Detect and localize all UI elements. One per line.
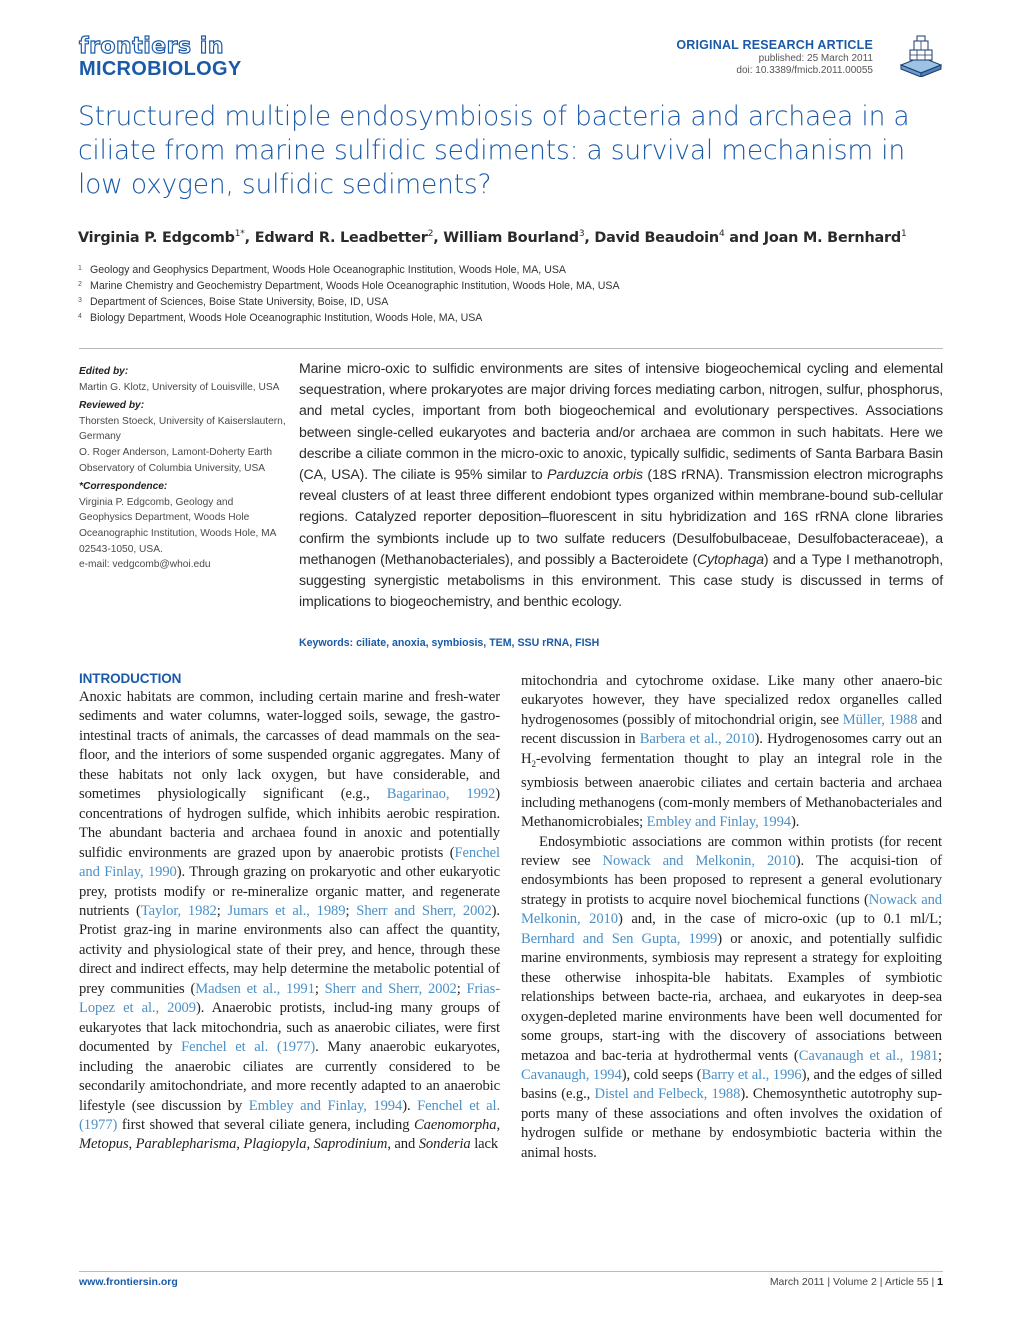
author-affiliation-mark: 1 bbox=[901, 229, 907, 239]
article-meta bbox=[676, 38, 873, 77]
keywords-label: Keywords: bbox=[299, 637, 354, 649]
doi: doi: 10.3389/fmicb.2011.00055 bbox=[736, 65, 873, 76]
species-name: Parduzcia orbis bbox=[547, 466, 643, 483]
citation-link[interactable]: Barbera et al., 2010 bbox=[639, 731, 755, 748]
affiliation-item bbox=[78, 310, 938, 326]
footer-article: Article 55 bbox=[884, 1276, 929, 1288]
article-title: Structured multiple endosymbiosis of bacteria and archaea in a ciliate from marine sulfidic sediments: a survival mechanism in low oxygen, sulfidic sediments? bbox=[78, 101, 910, 200]
reviewer: O. Roger Anderson, Lamont-Doherty Earth Observatory of Columbia University, USA bbox=[79, 446, 273, 474]
journal-brand bbox=[79, 36, 242, 80]
brand-frontiers: frontiers in bbox=[79, 34, 224, 59]
affiliation-item bbox=[78, 294, 938, 310]
affiliation-number: 2 bbox=[78, 281, 82, 288]
reviewed-by-label: Reviewed by: bbox=[79, 400, 145, 412]
author-name: David Beaudoin bbox=[594, 229, 719, 246]
section-heading: INTRODUCTION bbox=[79, 671, 182, 686]
published-date: published: 25 March 2011 bbox=[758, 53, 873, 64]
paragraph: mitochondria and cytochrome oxidase. Like many other anaero-bic eukaryotes however, they have specialized redox organelles called hydrogenosomes (possibly of mitochondrial origin, see Müller, 1988 and recent discussion in Barbera et al., 2010). Hydrogenosomes carry out an $H_2$-evolving fermentation thought to play an integral role in the symbiosis between anaerobic ciliates and certain bacteria and archaea including methanogens (com-monly members of Methanobacteriales and Methanomicrobiales; Embley and Finlay, 1994). bbox=[521, 673, 942, 831]
body-column-right bbox=[521, 672, 942, 1163]
author-name: Edward R. Leadbetter bbox=[254, 229, 428, 246]
correspondence-label: *Correspondence: bbox=[79, 481, 168, 493]
author-separator: , bbox=[584, 229, 595, 246]
affiliation-text: Department of Sciences, Boise State University, Boise, ID, USA bbox=[90, 296, 389, 308]
affiliation-number: 4 bbox=[78, 313, 82, 320]
affiliation-text: Marine Chemistry and Geochemistry Department, Woods Hole Oceanographic Institution, Woods Hole, MA, USA bbox=[90, 280, 620, 292]
author-list bbox=[78, 229, 958, 246]
citation-link[interactable]: Sherr and Sherr, 2002 bbox=[356, 902, 492, 919]
abstract-text: ) and a Type I methanotroph, suggesting synergistic metabolisms in this environment. This case study is discussed in terms of implications to biogeochemistry, and benthic ecology. bbox=[299, 550, 943, 610]
citation-link[interactable]: Cavanaugh, 1994 bbox=[521, 1066, 622, 1083]
citation-link[interactable]: Sherr and Sherr, 2002 bbox=[324, 980, 457, 997]
correspondence-email[interactable]: e-mail: vedgcomb@whoi.edu bbox=[79, 559, 211, 571]
abstract bbox=[299, 358, 943, 612]
affiliations bbox=[78, 262, 938, 326]
abstract-text: (18S rRNA). Transmission electron micrographs reveal clusters of at least three different endobiont types organized within membrane-bound sub-cellular regions. Catalyzed reporter deposition–fluorescent in situ hybridization and 16S rRNA clone libraries confirm the symbionts include up to two sulfate reducers (Desulfobulbaceae, Desulfobacteraceae), a methanogen (Methanobacteriales), and possibly a Bacteroidete ( bbox=[299, 466, 944, 567]
citation-link[interactable]: Frias-Lopez et al., 2009 bbox=[79, 980, 500, 1017]
reviewer: Thorsten Stoeck, University of Kaiserslautern, Germany bbox=[79, 415, 286, 443]
citation-link[interactable]: Nowack and Melkonin, 2010 bbox=[602, 852, 796, 869]
affiliation-number: 1 bbox=[78, 265, 82, 272]
footer-citation: March 2011 | Volume 2 | Article 55 | 1 bbox=[769, 1276, 943, 1288]
author-separator: , bbox=[244, 229, 255, 246]
affiliation-item bbox=[78, 262, 938, 278]
citation-link[interactable]: Barry et al., 1996 bbox=[701, 1066, 802, 1083]
author-name: Joan M. Bernhard bbox=[763, 229, 901, 246]
author-affiliation-mark: 4 bbox=[718, 229, 725, 239]
author-affiliation-mark: 1* bbox=[234, 229, 245, 239]
citation-link[interactable]: Embley and Finlay, 1994 bbox=[646, 814, 791, 831]
author-affiliation-mark: 3 bbox=[578, 229, 585, 239]
citation-link[interactable]: Taylor, 1982 bbox=[140, 902, 217, 919]
affiliation-item bbox=[78, 278, 938, 294]
affiliation-number: 3 bbox=[78, 297, 82, 304]
keywords bbox=[299, 637, 599, 649]
abstract-text: Marine micro-oxic to sulfidic environments are sites of intensive biogeochemical cycling and elemental sequestration, where prokaryotes are major driving forces mediating carbon, nitrogen, sulfur, phosphorus, and metal cycles, important from both biogeochemical and evolutionary perspectives. Associations between single-celled eukaryotes and bacteria and/or archaea are common in such habitats. Here we describe a ciliate common in the micro-oxic to anoxic, typically sulfidic, sediments of Santa Barbara Basin (CA, USA). The ciliate is 95% similar to bbox=[299, 360, 943, 483]
brand-journal: MICROBIOLOGY bbox=[79, 58, 242, 80]
body-column-left bbox=[79, 672, 500, 1155]
citation-link[interactable]: Fenchel et al. (1977) bbox=[79, 1097, 501, 1133]
footer-volume: Volume 2 bbox=[833, 1276, 877, 1288]
correspondence-address: Virginia P. Edgcomb, Geology and Geophysics Department, Woods Hole Oceanographic Institution, Woods Hole, MA 02543-1050, USA. bbox=[79, 496, 276, 555]
footer-url[interactable]: www.frontiersin.org bbox=[79, 1276, 178, 1288]
article-type: ORIGINAL RESEARCH ARTICLE bbox=[676, 38, 873, 52]
citation-link[interactable]: Bagarinao, 1992 bbox=[386, 786, 496, 803]
author-separator: , bbox=[433, 229, 444, 246]
citation-link[interactable]: Fenchel and Finlay, 1990 bbox=[79, 844, 500, 881]
journal-logo-icon bbox=[897, 35, 945, 82]
editor: Martin G. Klotz, University of Louisville, USA bbox=[79, 381, 280, 393]
citation-link[interactable]: Madsen et al., 1991 bbox=[195, 980, 315, 997]
paragraph: Anoxic habitats are common, including certain marine and fresh-water sediments and water columns, water-logged soils, sewage, the gastro-intestinal tracts of animals, the carcasses of dead mammals on the sea-floor, and the interiors of some suspended organic aggregates. Many of these habitats not only lack oxygen, but have considerable, and sometimes physiologically significant (e.g., Bagarinao, 1992) concentrations of hydrogen sulfide, which inhibits aerobic respiration. The abundant bacteria and archaea found in anoxic and potentially sulfidic environments are grazed upon by anaerobic protists (Fenchel and Finlay, 1990). Through grazing on prokaryotic and other eukaryotic prey, protists modify or re-mineralize organic matter, and regenerate nutrients (Taylor, 1982; Jumars et al., 1989; Sherr and Sherr, 2002). Protist graz-ing in marine environments also can affect the quantity, activity and physiological state of their prey, and hence, through these direct and indirect effects, may help determine the metabolic potential of prey communities (Madsen et al., 1991; Sherr and Sherr, 2002; Frias-Lopez et al., 2009). Anaerobic protists, includ-ing many groups of eukaryotes that lack mitochondria, such as anaerobic ciliates, were first documented by Fenchel et al. (1977). Many anaerobic eukaryotes, including the anaerobic ciliates are currently considered to be secondarily amitochondriate, and more recently adapted to an anaerobic lifestyle (see discussion by Embley and Finlay, 1994). Fenchel et al. (1977) first showed that several ciliate genera, including Caenomorpha, Metopus, Parablepharisma, Plagiopyla, Saprodinium, and Sonderia lack bbox=[79, 689, 501, 1153]
author-affiliation-mark: 2 bbox=[427, 229, 434, 239]
genus-name: Cytophaga bbox=[697, 550, 764, 567]
author-name: Virginia P. Edgcomb bbox=[78, 229, 235, 246]
editorial-info bbox=[79, 364, 289, 576]
citation-link[interactable]: Embley and Finlay, 1994 bbox=[248, 1097, 403, 1114]
citation-link[interactable]: Cavanaugh et al., 1981 bbox=[798, 1047, 939, 1064]
citation-link[interactable]: Distel and Felbeck, 1988 bbox=[594, 1086, 741, 1103]
footer-divider bbox=[79, 1271, 943, 1272]
affiliation-text: Geology and Geophysics Department, Woods Hole Oceanographic Institution, Woods Hole, MA, USA bbox=[90, 264, 566, 276]
section-divider bbox=[79, 348, 943, 349]
keywords-text: ciliate, anoxia, symbiosis, TEM, SSU rRNA, FISH bbox=[356, 637, 600, 649]
citation-link[interactable]: Fenchel et al. (1977) bbox=[181, 1039, 316, 1056]
citation-link[interactable]: Jumars et al., 1989 bbox=[227, 902, 346, 919]
citation-link[interactable]: Nowack and Melkonin, 2010 bbox=[521, 891, 942, 928]
page-number: 1 bbox=[937, 1276, 943, 1288]
author-separator: and bbox=[724, 229, 764, 246]
affiliation-text: Biology Department, Woods Hole Oceanographic Institution, Woods Hole, MA, USA bbox=[90, 312, 483, 324]
citation-link[interactable]: Bernhard and Sen Gupta, 1999 bbox=[521, 930, 718, 947]
footer-date: March 2011 bbox=[769, 1276, 825, 1288]
author-name: William Bourland bbox=[443, 229, 579, 246]
edited-by-label: Edited by: bbox=[79, 366, 129, 377]
citation-link[interactable]: Müller, 1988 bbox=[842, 711, 918, 728]
paragraph: Endosymbiotic associations are common within protists (for recent review see Nowack and Melkonin, 2010). The acquisi-tion of endosymbionts has been proposed to represent a general evolutionary strategy in protists to acquire novel biochemical functions (Nowack and Melkonin, 2010) and, in the case of micro-oxic (up to 0.1 ml/L; Bernhard and Sen Gupta, 1999) or anoxic, and potentially sulfidic marine environments, symbiosis may represent a strategy for exploiting these otherwise inhospita-ble habitats. Examples of symbiotic relationships between bacte-ria, archaea, and eukaryotes in deep-sea oxygen-depleted marine environments have been well documented for some groups, start-ing with the discovery of associations between metazoa and bac-teria at hydrothermal vents (Cavanaugh et al., 1981; Cavanaugh, 1994), cold seeps (Barry et al., 1996), and the edges of silled basins (e.g., Distel and Felbeck, 1988). Chemosynthetic autotrophy sup-ports many of these associations and often involves the oxidation of hydrogen sulfide or methane by endosymbiotic bacteria within the animal hosts. bbox=[521, 833, 943, 1161]
